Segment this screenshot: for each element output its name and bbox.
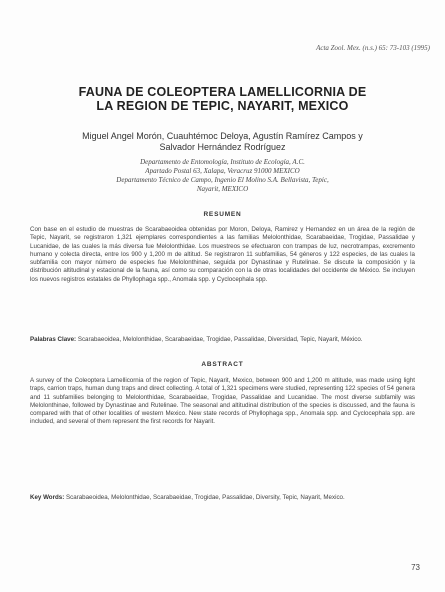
paper-title — [60, 85, 385, 113]
affiliation-line-4: Nayarit, MEXICO — [196, 185, 249, 193]
abstract-keywords-text: Scarabaeoidea, Melolonthidae, Scarabaeidae, Trogidae, Passalidae, Diversity, Tepic, Nayarit, Mexico. — [66, 494, 345, 501]
abstract-heading: ABSTRACT — [201, 361, 244, 368]
resumen-keywords-label: Palabras Clave: — [30, 336, 77, 343]
authors-line-1: Miguel Angel Morón, Cuauhtémoc Deloya, Agustín Ramírez Campos y — [82, 131, 363, 141]
resumen-body — [30, 226, 415, 284]
affiliation-line-2: Apartado Postal 63, Xalapa, Veracruz 91000 MEXICO — [145, 167, 300, 175]
abstract-text: A survey of the Coleoptera Lamellicornia of the region of Tepic, Nayarit, Mexico, between 900 and 1,200 m altitude, was made using light traps, carrion traps, human dung traps and direct collecting. A total of 1,321 specimens were studied, representing 122 species of 54 genera and 11 subfamilies belonging to Melolonthidae, Scarabaeidae, Trogidae, Passalidae and Lucanidae. The most diverse subfamily was Melolonthinae, followed by Dynastinae and Rutelinae. The seasonal and altitudinal distribution of the species is discussed, and the fauna is compared with that of other localities of western Mexico. New state records of Phyllophaga spp., Anomala spp. and Cyclocephala spp. are included, and several of them represent the first records for Nayarit. — [30, 377, 415, 426]
page-number: 73 — [411, 563, 420, 572]
resumen-keywords-text: Scarabaeoidea, Melolonthidae, Scarabaeidae, Trogidae, Passalidae, Diversidad, Tepic, Nayarit, México. — [77, 336, 363, 343]
author-list — [50, 131, 395, 153]
title-line-1: FAUNA DE COLEOPTERA LAMELLICORNIA DE — [78, 85, 367, 99]
authors-line-2: Salvador Hernández Rodríguez — [159, 142, 286, 152]
title-line-2: LA REGION DE TEPIC, NAYARIT, MEXICO — [96, 99, 349, 113]
resumen-text: Con base en el estudio de muestras de Scarabaeoidea obtenidas por Moron, Deloya, Ramirez y Hernandez en un área de la región de Tepic, Nayarit, se registraron 1,321 ejemplares correspondientes a las familias Melolonthidae, Scarabaeidae, Trogidae, Passalidae y Lucanidae, de las cuales la más diversa fue Melolonthidae. Los muestreos se efectuaron con trampas de luz, necrotrampas, excremento humano y colecta directa, entre los 900 y 1,200 m de altitud. Se registraron 11 subfamilias, 54 géneros y 122 especies, de las cuales la subfamilia con mayor número de especies fue Melolonthinae, seguida por Dynastinae y Rutelinae. Se discute la composición y la distribución altitudinal y estacional de la fauna, así como su comparación con la de otras localidades del occidente de México. Se incluyen los nuevos registros estatales de Phyllophaga spp., Anomala spp. y Cyclocephala spp. — [30, 226, 415, 283]
abstract-keywords — [30, 494, 415, 502]
resumen-keywords — [30, 336, 415, 344]
abstract-body — [30, 377, 415, 427]
journal-citation: Acta Zool. Mex. (n.s.) 65: 73-103 (1995) — [316, 44, 430, 52]
affiliation-line-1: Departamento de Entomología, Instituto de Ecología, A.C. — [140, 158, 305, 166]
resumen-heading: RESUMEN — [203, 211, 242, 218]
abstract-keywords-label: Key Words: — [30, 494, 65, 501]
affiliations — [40, 158, 405, 194]
affiliation-line-3: Departamento Técnico de Campo, Ingenio El Molino S.A. Bellavista, Tepic, — [116, 176, 329, 184]
